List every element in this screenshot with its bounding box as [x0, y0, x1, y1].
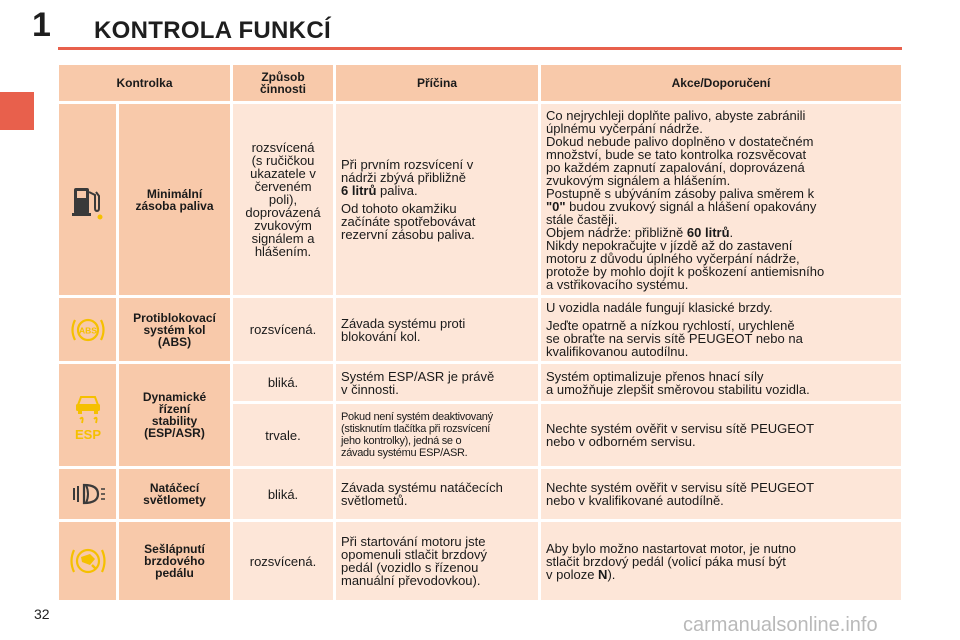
action-brake-pedal: Aby bylo možno nastartovat motor, je nutno stlačit brzdový pedál (volicí páka musí být v poloze N).: [541, 522, 901, 600]
table-row-esp-active: [59, 364, 901, 401]
name-brake-pedal: Sešlápnutí brzdového pedálu: [119, 522, 230, 600]
action-esp-fault: Nechte systém ověřit v servisu sítě PEUGEOT nebo v odborném servisu.: [541, 404, 901, 466]
abs-warning-icon: [68, 315, 108, 345]
name-fuel: Minimální zásoba paliva: [119, 104, 230, 295]
icon-cell: [59, 298, 116, 361]
fuel-pump-icon: [71, 180, 105, 220]
svg-text:ESP: ESP: [74, 427, 101, 441]
cause-esp-active: Systém ESP/ASR je právě v činnosti.: [336, 364, 538, 401]
mode-esp-active: bliká.: [233, 364, 333, 401]
cause-fuel: Při prvním rozsvícení v nádrži zbývá přibližně 6 litrů paliva. Od tohoto okamžiku začínáte spotřebovávat rezervní zásobu paliva.: [336, 104, 538, 295]
icon-cell: [59, 469, 116, 519]
cause-headlamps: Závada systému natáčecích světlometů.: [336, 469, 538, 519]
chapter-number: 1: [32, 6, 51, 44]
table-row-fuel: [59, 104, 901, 295]
header-indicator: Kontrolka: [59, 65, 230, 101]
mode-headlamps: bliká.: [233, 469, 333, 519]
action-headlamps: Nechte systém ověřit v servisu sítě PEUGEOT nebo v kvalifikované autodílně.: [541, 469, 901, 519]
warning-lights-table: [56, 62, 904, 603]
table-row-brake-pedal: [59, 522, 901, 600]
name-headlamps: Natáčecí světlomety: [119, 469, 230, 519]
table-header-row: [59, 65, 901, 101]
icon-cell: [59, 522, 116, 600]
icon-cell: [59, 364, 116, 466]
header-action: Akce/Doporučení: [541, 65, 901, 101]
mode-brake-pedal: rozsvícená.: [233, 522, 333, 600]
foot-on-pedal-icon: [68, 545, 108, 577]
table-row-abs: [59, 298, 901, 361]
header-mode: Způsob činnosti: [233, 65, 333, 101]
mode-abs: rozsvícená.: [233, 298, 333, 361]
title-rule: [58, 47, 902, 50]
cause-abs: Závada systému proti blokování kol.: [336, 298, 538, 361]
watermark: carmanualsonline.info: [683, 614, 878, 636]
action-esp-active: Systém optimalizuje přenos hnací síly a umožňuje zlepšit směrovou stabilitu vozidla.: [541, 364, 901, 401]
cornering-headlamp-icon: [70, 482, 106, 506]
icon-cell: [59, 104, 116, 295]
action-abs: U vozidla nadále fungují klasické brzdy. Jeďte opatrně a nízkou rychlostí, urychleně se obraťte na servis sítě PEUGEOT nebo na kvalifikovanou autodílnu.: [541, 298, 901, 361]
action-fuel: Co nejrychleji doplňte palivo, abyste zabránili úplnému vyčerpání nádrže. Dokud nebude palivo doplněno v dostatečném množství, bude se tato kontrolka rozsvěcovat po každém zapnutí zapalování, doprovázená zvukovým signálem a hlášením. Postupně s ubýváním zásoby paliva směrem k "0" budou zvukový signál a hlášení opakovány stále častěji. Objem nádrže: přibližně 60 litrů. Nikdy nepokračujte v jízdě až do zastavení motoru z důvodu úplného vyčerpání nádrže, protože by mohlo dojít k poškození antiemisního a vstřikovacího systému.: [541, 104, 901, 295]
cause-brake-pedal: Při startování motoru jste opomenuli stlačit brzdový pedál (vozidlo s řízenou manuální převodovkou).: [336, 522, 538, 600]
mode-fuel: rozsvícená (s ručičkou ukazatele v červeném poli), doprovázená zvukovým signálem a hlášením.: [233, 104, 333, 295]
page-number: 32: [34, 606, 50, 622]
cause-esp-fault: Pokud není systém deaktivovaný (stisknutím tlačítka při rozsvícení jeho kontrolky), jedná se o závadu systému ESP/ASR.: [336, 404, 538, 466]
chapter-tab: [0, 92, 34, 130]
mode-esp-fault: trvale.: [233, 404, 333, 466]
svg-text:ABS: ABS: [78, 325, 97, 335]
name-esp: Dynamické řízení stability (ESP/ASR): [119, 364, 230, 466]
table-row-headlamps: [59, 469, 901, 519]
name-abs: Protiblokovací systém kol (ABS): [119, 298, 230, 361]
header-cause: Příčina: [336, 65, 538, 101]
page-title: KONTROLA FUNKCÍ: [94, 17, 331, 44]
esp-skid-icon: [69, 389, 107, 441]
